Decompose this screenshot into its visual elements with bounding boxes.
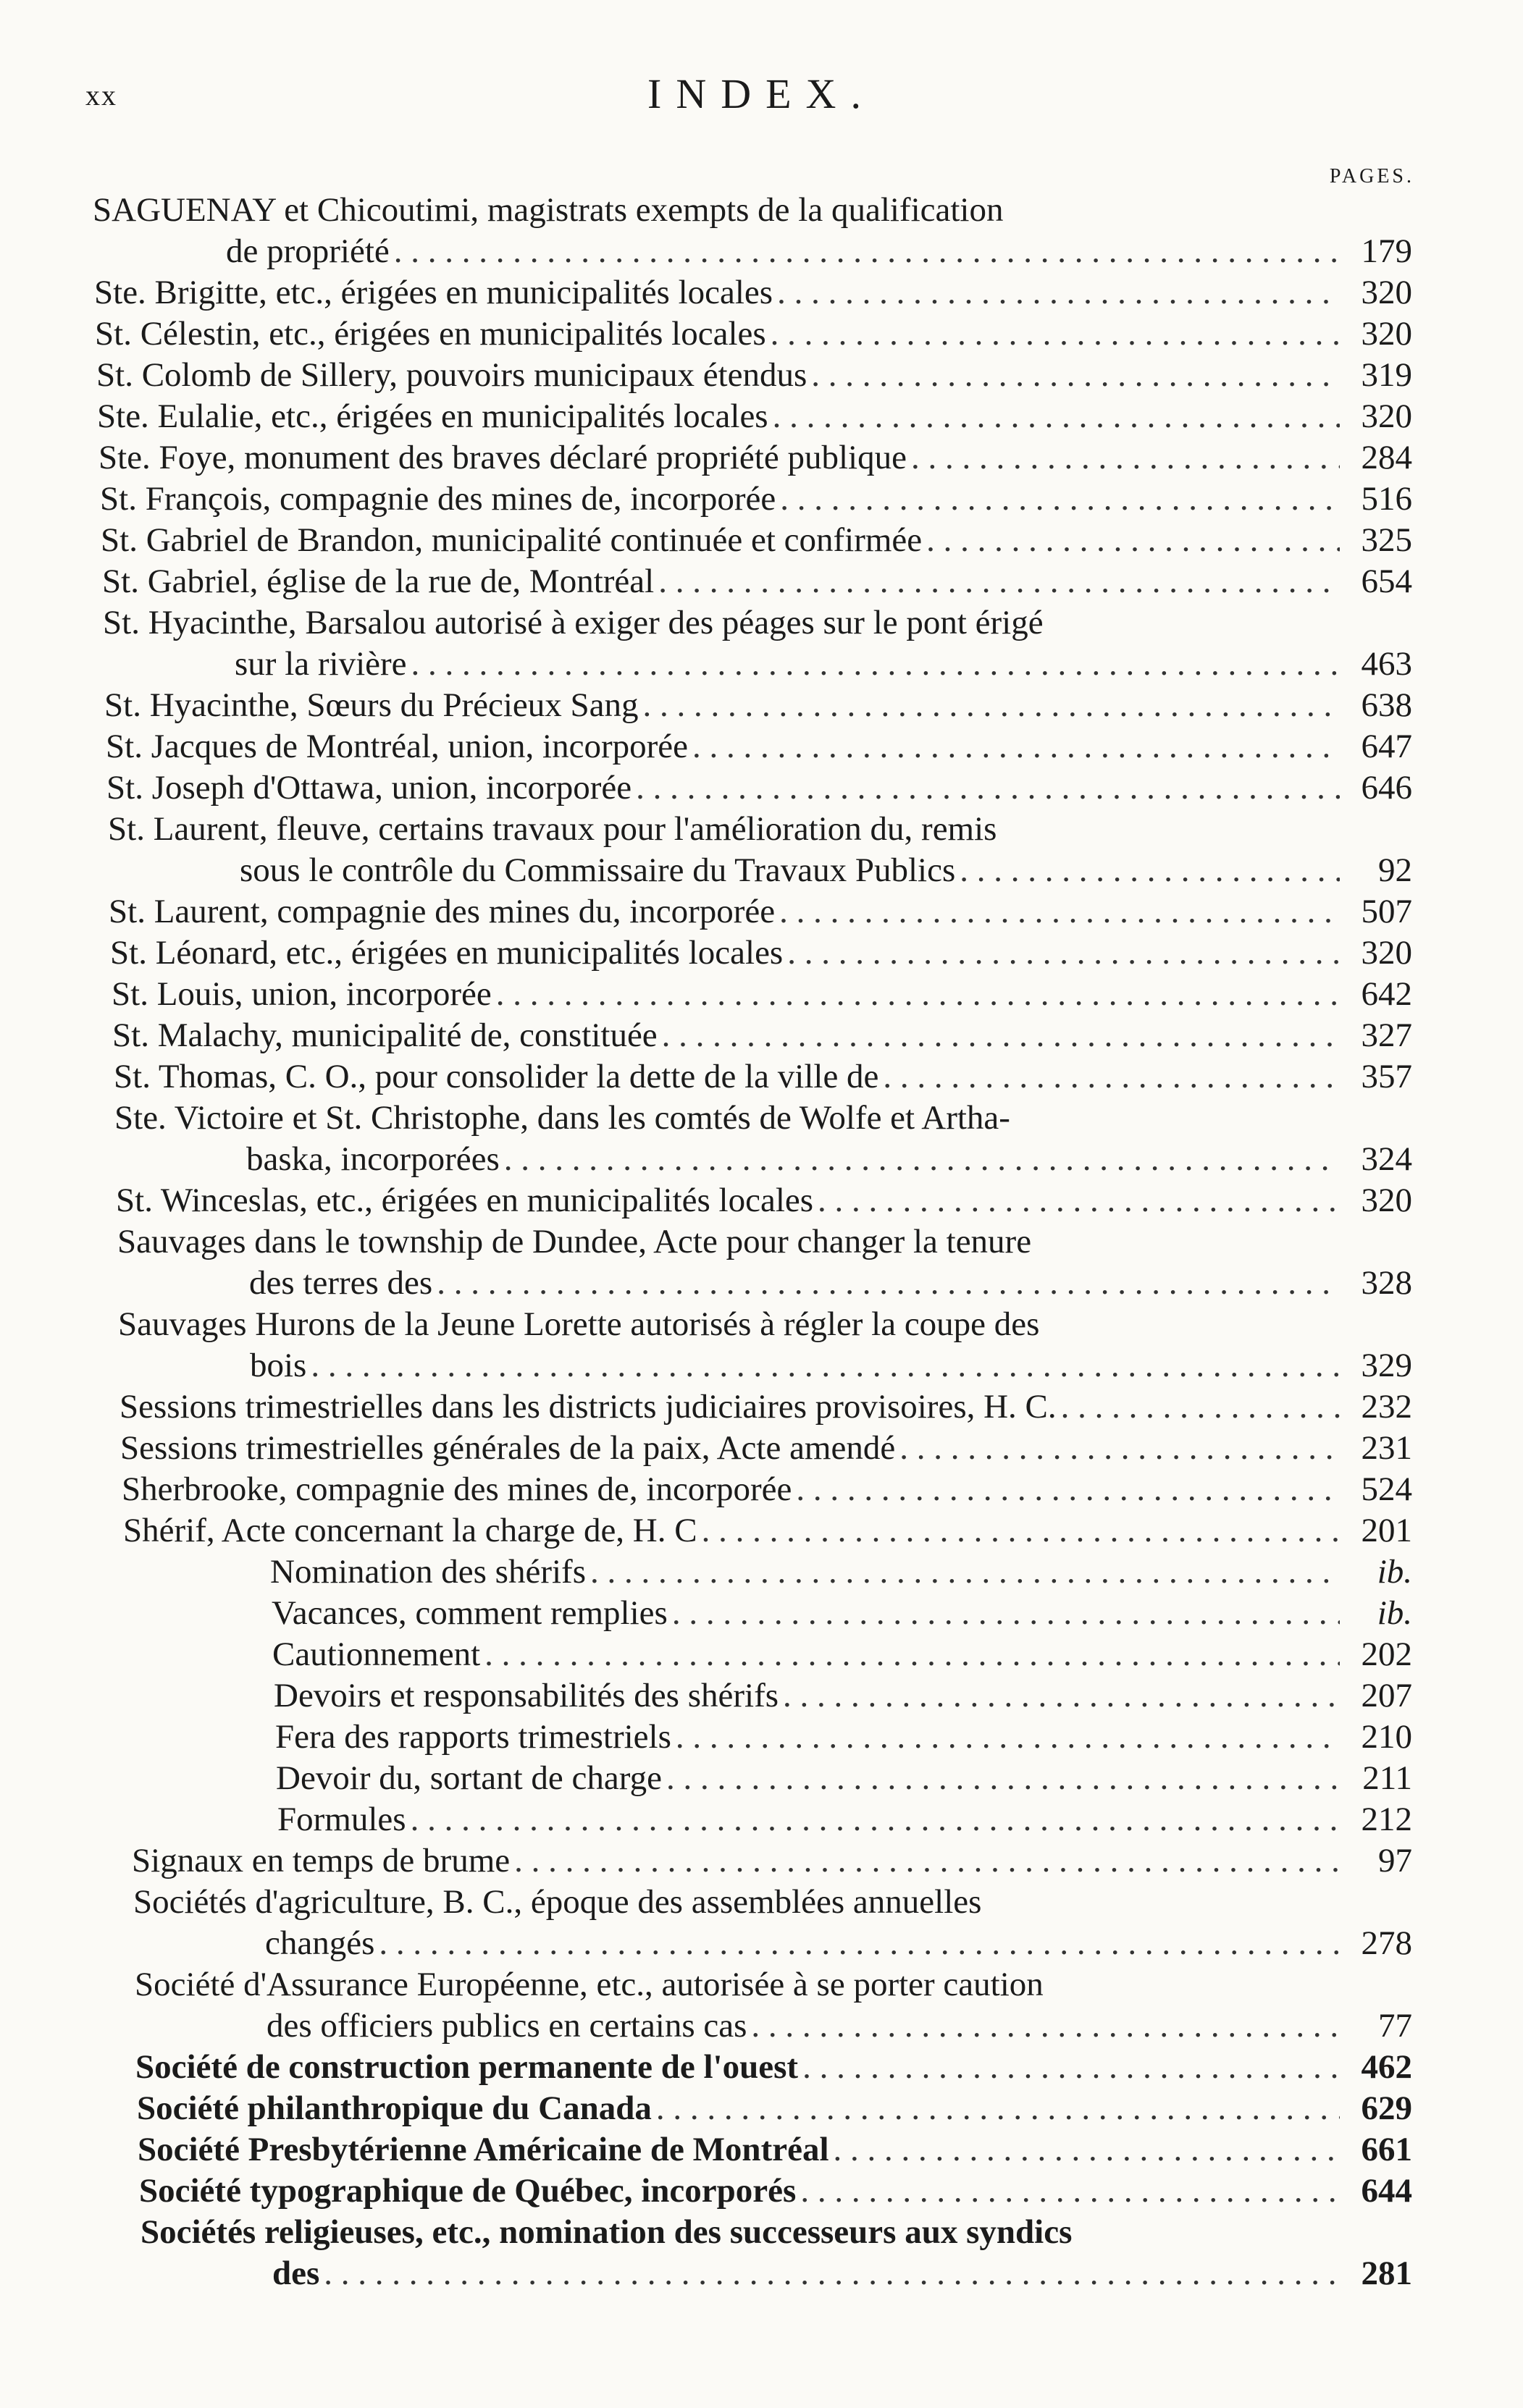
page-number: 201	[1361, 1512, 1412, 1549]
page-number: 325	[1361, 521, 1412, 559]
entry-last-line	[138, 2129, 1412, 2171]
page-number: 210	[1361, 1718, 1412, 1756]
index-entry	[0, 396, 1523, 437]
entry-line: St. François, compagnie des mines de, incorporée	[100, 480, 776, 518]
page-number: 629	[1361, 2089, 1412, 2127]
entry-line: Société Presbytérienne Américaine de Montréal	[138, 2131, 829, 2168]
entry-line: St. Gabriel, église de la rue de, Montréal	[102, 563, 655, 600]
entry-line: Société philanthropique du Canada	[137, 2089, 652, 2127]
entry-last-line	[267, 2005, 1412, 2047]
dot-leader	[676, 1717, 1340, 1758]
index-entry	[0, 2047, 1523, 2088]
entry-last-line	[116, 1180, 1412, 1221]
page-number: 638	[1361, 686, 1412, 724]
entry-line: SAGUENAY et Chicoutimi, magistrats exempts de la qualification	[93, 191, 1004, 229]
entry-last-line	[122, 1469, 1412, 1510]
entry-line: Formules	[277, 1801, 406, 1838]
page-number: 284	[1361, 439, 1412, 476]
page-number: 320	[1361, 315, 1412, 353]
entry-line: changés	[265, 1924, 375, 1962]
page-number: 278	[1361, 1924, 1412, 1962]
entry-line: Ste. Brigitte, etc., érigées en municipalités locales	[94, 274, 773, 311]
dot-leader	[811, 355, 1340, 396]
entry-last-line	[275, 1717, 1412, 1758]
entry-last-line	[249, 1263, 1412, 1304]
dot-leader	[787, 933, 1340, 974]
entry-last-line	[114, 1056, 1412, 1098]
page-number: 320	[1361, 397, 1412, 435]
index-entry	[0, 190, 1523, 272]
entry-last-line	[274, 1675, 1412, 1717]
entry-last-line	[94, 272, 1412, 313]
index-entry	[0, 437, 1523, 479]
entry-line: Devoirs et responsabilités des shérifs	[274, 1677, 779, 1714]
index-entry	[0, 809, 1523, 891]
entry-line: St. Colomb de Sillery, pouvoirs municipaux étendus	[96, 356, 807, 394]
dot-leader	[800, 2171, 1340, 2212]
index-subentry	[0, 1717, 1523, 1758]
index-entry	[0, 891, 1523, 933]
entry-line: Sessions trimestrielles dans les districts judiciaires provisoires, H. C.	[119, 1388, 1057, 1426]
entry-last-line	[250, 1345, 1412, 1386]
dot-leader	[411, 644, 1340, 685]
entry-last-line	[97, 396, 1412, 437]
entry-line: Signaux en temps de brume	[132, 1842, 511, 1879]
entry-line: Nomination des shérifs	[270, 1553, 586, 1591]
entry-line: de propriété	[226, 232, 390, 270]
page-number: 328	[1361, 1264, 1412, 1302]
entry-line: Vacances, comment remplies	[272, 1594, 668, 1632]
page-number: 524	[1361, 1470, 1412, 1508]
index-entry	[0, 1386, 1523, 1428]
entry-line: St. Célestin, etc., érigées en municipalités locales	[95, 315, 766, 353]
dot-leader	[926, 520, 1340, 561]
index-entry	[0, 1098, 1523, 1180]
page-number: 661	[1361, 2131, 1412, 2168]
entry-last-line	[106, 726, 1412, 767]
page-number: 231	[1361, 1429, 1412, 1467]
page-number: 646	[1361, 769, 1412, 807]
index-entry	[0, 479, 1523, 520]
entry-line: St. Hyacinthe, Sœurs du Précieux Sang	[104, 686, 639, 724]
index-entry	[0, 313, 1523, 355]
entry-line: St. Joseph d'Ottawa, union, incorporée	[106, 769, 632, 807]
page-number: 179	[1361, 232, 1412, 270]
entry-line: St. Laurent, fleuve, certains travaux pour l'amélioration du, remis	[108, 810, 997, 848]
page-number: 324	[1361, 1140, 1412, 1178]
dot-leader	[643, 685, 1340, 726]
page-number: 507	[1361, 893, 1412, 930]
index-entry	[0, 767, 1523, 809]
entry-last-line	[135, 2047, 1412, 2088]
dot-leader	[411, 1799, 1340, 1840]
index-subentry	[0, 1593, 1523, 1634]
dot-leader	[702, 1510, 1340, 1552]
entry-last-line	[109, 891, 1412, 933]
entry-last-line	[226, 231, 1412, 272]
dot-leader	[818, 1180, 1340, 1221]
entry-last-line	[110, 933, 1412, 974]
page-number: 462	[1361, 2048, 1412, 2086]
page-number: 319	[1361, 356, 1412, 394]
entry-line: sous le contrôle du Commissaire du Travaux Publics	[240, 851, 956, 889]
entry-last-line	[265, 1923, 1412, 1964]
page-number: 232	[1361, 1388, 1412, 1426]
entry-last-line	[112, 974, 1412, 1015]
dot-leader	[636, 767, 1340, 809]
entry-last-line	[272, 1593, 1412, 1634]
entry-last-line	[272, 2253, 1412, 2294]
page-number: 463	[1361, 645, 1412, 683]
page-number: 516	[1361, 480, 1412, 518]
entry-line: Société d'Assurance Européenne, etc., autorisée à se porter caution	[135, 1966, 1044, 2003]
pages-column-label: PAGES.	[1329, 165, 1414, 188]
index-entry	[0, 2129, 1523, 2171]
entry-last-line	[96, 355, 1412, 396]
index-entry	[0, 1015, 1523, 1056]
index-entry	[0, 2171, 1523, 2212]
index-subentry	[0, 1799, 1523, 1840]
dot-leader	[658, 561, 1340, 602]
entry-line: des terres des	[249, 1264, 433, 1302]
index-entry	[0, 1510, 1523, 1552]
running-title: INDEX.	[647, 70, 876, 117]
dot-leader	[324, 2253, 1340, 2294]
entry-line: Fera des rapports trimestriels	[275, 1718, 671, 1756]
index-entry	[0, 602, 1523, 685]
index-subentry	[0, 1552, 1523, 1593]
index-entry	[0, 520, 1523, 561]
entry-last-line	[101, 520, 1412, 561]
page-number: 281	[1361, 2255, 1412, 2292]
entry-line: bois	[250, 1347, 307, 1384]
entry-line: St. Hyacinthe, Barsalou autorisé à exiger des péages sur le pont érigé	[103, 604, 1044, 641]
page-number: 642	[1361, 975, 1412, 1013]
page-number: 320	[1361, 274, 1412, 311]
index-entry	[0, 1056, 1523, 1098]
entry-line: St. Léonard, etc., érigées en municipalités locales	[110, 934, 784, 972]
dot-leader	[311, 1345, 1340, 1386]
dot-leader	[379, 1923, 1340, 1964]
entry-line: Devoir du, sortant de charge	[276, 1759, 662, 1797]
page-number: 211	[1362, 1759, 1412, 1797]
entry-line: Sociétés d'agriculture, B. C., époque des assemblées annuelles	[133, 1883, 982, 1921]
dot-leader	[960, 850, 1340, 891]
dot-leader	[834, 2129, 1340, 2171]
dot-leader	[911, 437, 1340, 479]
entry-last-line	[137, 2088, 1412, 2129]
dot-leader	[751, 2005, 1340, 2047]
entry-last-line	[100, 479, 1412, 520]
page-number: 327	[1361, 1016, 1412, 1054]
entry-last-line	[95, 313, 1412, 355]
index-entry	[0, 974, 1523, 1015]
index-entry	[0, 272, 1523, 313]
index-entry	[0, 355, 1523, 396]
page-number: 329	[1361, 1347, 1412, 1384]
entry-line: Shérif, Acte concernant la charge de, H. C	[123, 1512, 697, 1549]
entry-line: St. Laurent, compagnie des mines du, incorporée	[109, 893, 776, 930]
entry-line: St. Winceslas, etc., érigées en municipalités locales	[116, 1182, 814, 1219]
index-entry	[0, 2212, 1523, 2294]
dot-leader	[771, 313, 1340, 355]
entry-line: Sociétés religieuses, etc., nomination des successeurs aux syndics	[140, 2213, 1073, 2251]
dot-leader	[484, 1634, 1340, 1675]
page-number: 357	[1361, 1058, 1412, 1095]
index-entry	[0, 933, 1523, 974]
page-number: 647	[1361, 728, 1412, 765]
entry-line: Sherbrooke, compagnie des mines de, incorporée	[122, 1470, 792, 1508]
index-entry	[0, 1964, 1523, 2047]
page-number: 654	[1361, 563, 1412, 600]
dot-leader	[779, 891, 1340, 933]
page-number: 92	[1378, 851, 1412, 889]
entry-line: St. Gabriel de Brandon, municipalité continuée et confirmée	[101, 521, 923, 559]
entry-line: Société typographique de Québec, incorporés	[139, 2172, 797, 2210]
entry-last-line	[112, 1015, 1412, 1056]
index-subentry	[0, 1758, 1523, 1799]
index-entry	[0, 1428, 1523, 1469]
index-entry	[0, 1882, 1523, 1964]
dot-leader	[883, 1056, 1340, 1098]
entry-last-line	[235, 644, 1412, 685]
page-number: 320	[1361, 1182, 1412, 1219]
dot-leader	[773, 396, 1340, 437]
entry-line: Sauvages Hurons de la Jeune Lorette autorisés à régler la coupe des	[118, 1305, 1040, 1343]
entry-line: St. Louis, union, incorporée	[112, 975, 492, 1013]
page-number: 207	[1361, 1677, 1412, 1714]
entry-line: Cautionnement	[272, 1635, 481, 1673]
entry-line: baska, incorporées	[246, 1140, 500, 1178]
dot-leader	[437, 1263, 1340, 1304]
entry-last-line	[277, 1799, 1412, 1840]
entry-line: St. Thomas, C. O., pour consolider la dette de la ville de	[114, 1058, 879, 1095]
page-number: 320	[1361, 934, 1412, 972]
entry-last-line	[240, 850, 1412, 891]
index-entry	[0, 685, 1523, 726]
dot-leader	[514, 1840, 1340, 1882]
dot-leader	[780, 479, 1340, 520]
entry-last-line	[120, 1428, 1412, 1469]
dot-leader	[666, 1758, 1340, 1799]
dot-leader	[783, 1675, 1340, 1717]
entry-line: Ste. Victoire et St. Christophe, dans les comtés de Wolfe et Artha-	[114, 1099, 1010, 1137]
dot-leader	[899, 1428, 1340, 1469]
index-entries	[0, 190, 1523, 2294]
page-number: 212	[1361, 1801, 1412, 1838]
entry-line: des officiers publics en certains cas	[267, 2007, 747, 2045]
page-number: 97	[1378, 1842, 1412, 1879]
entry-line: St. Malachy, municipalité de, constituée	[112, 1016, 658, 1054]
dot-leader	[1061, 1386, 1340, 1428]
entry-line: sur la rivière	[235, 645, 407, 683]
dot-leader	[672, 1593, 1340, 1634]
entry-last-line	[272, 1634, 1412, 1675]
entry-last-line	[123, 1510, 1412, 1552]
entry-line: Ste. Foye, monument des braves déclaré propriété publique	[98, 439, 907, 476]
index-entry	[0, 1304, 1523, 1386]
dot-leader	[394, 231, 1340, 272]
entry-last-line	[139, 2171, 1412, 2212]
page-number: 644	[1361, 2172, 1412, 2210]
entry-line: Sessions trimestrielles générales de la paix, Acte amendé	[120, 1429, 896, 1467]
dot-leader	[802, 2047, 1340, 2088]
entry-last-line	[104, 685, 1412, 726]
page-number: 77	[1378, 2007, 1412, 2045]
page-number: ib.	[1377, 1594, 1412, 1632]
entry-line: Société de construction permanente de l'ouest	[135, 2048, 799, 2086]
entry-last-line	[276, 1758, 1412, 1799]
entry-line: Sauvages dans le township de Dundee, Acte pour changer la tenure	[117, 1223, 1032, 1260]
dot-leader	[777, 272, 1340, 313]
entry-line: Ste. Eulalie, etc., érigées en municipalités locales	[97, 397, 768, 435]
entry-line: St. Jacques de Montréal, union, incorporée	[106, 728, 689, 765]
index-entry	[0, 2088, 1523, 2129]
dot-leader	[656, 2088, 1340, 2129]
dot-leader	[504, 1139, 1340, 1180]
dot-leader	[662, 1015, 1340, 1056]
index-subentry	[0, 1675, 1523, 1717]
index-subentry	[0, 1634, 1523, 1675]
dot-leader	[496, 974, 1340, 1015]
page-folio: xx	[85, 79, 117, 111]
index-entry	[0, 1469, 1523, 1510]
dot-leader	[692, 726, 1340, 767]
entry-last-line	[98, 437, 1412, 479]
index-entry	[0, 1180, 1523, 1221]
index-entry	[0, 1840, 1523, 1882]
entry-last-line	[106, 767, 1412, 809]
entry-last-line	[119, 1386, 1412, 1428]
dot-leader	[796, 1469, 1340, 1510]
entry-last-line	[102, 561, 1412, 602]
index-entry	[0, 1221, 1523, 1304]
index-entry	[0, 561, 1523, 602]
entry-last-line	[132, 1840, 1412, 1882]
index-entry	[0, 726, 1523, 767]
dot-leader	[590, 1552, 1340, 1593]
entry-last-line	[246, 1139, 1412, 1180]
page-number: ib.	[1377, 1553, 1412, 1591]
page-number: 202	[1361, 1635, 1412, 1673]
entry-last-line	[270, 1552, 1412, 1593]
entry-line: des	[272, 2255, 320, 2292]
